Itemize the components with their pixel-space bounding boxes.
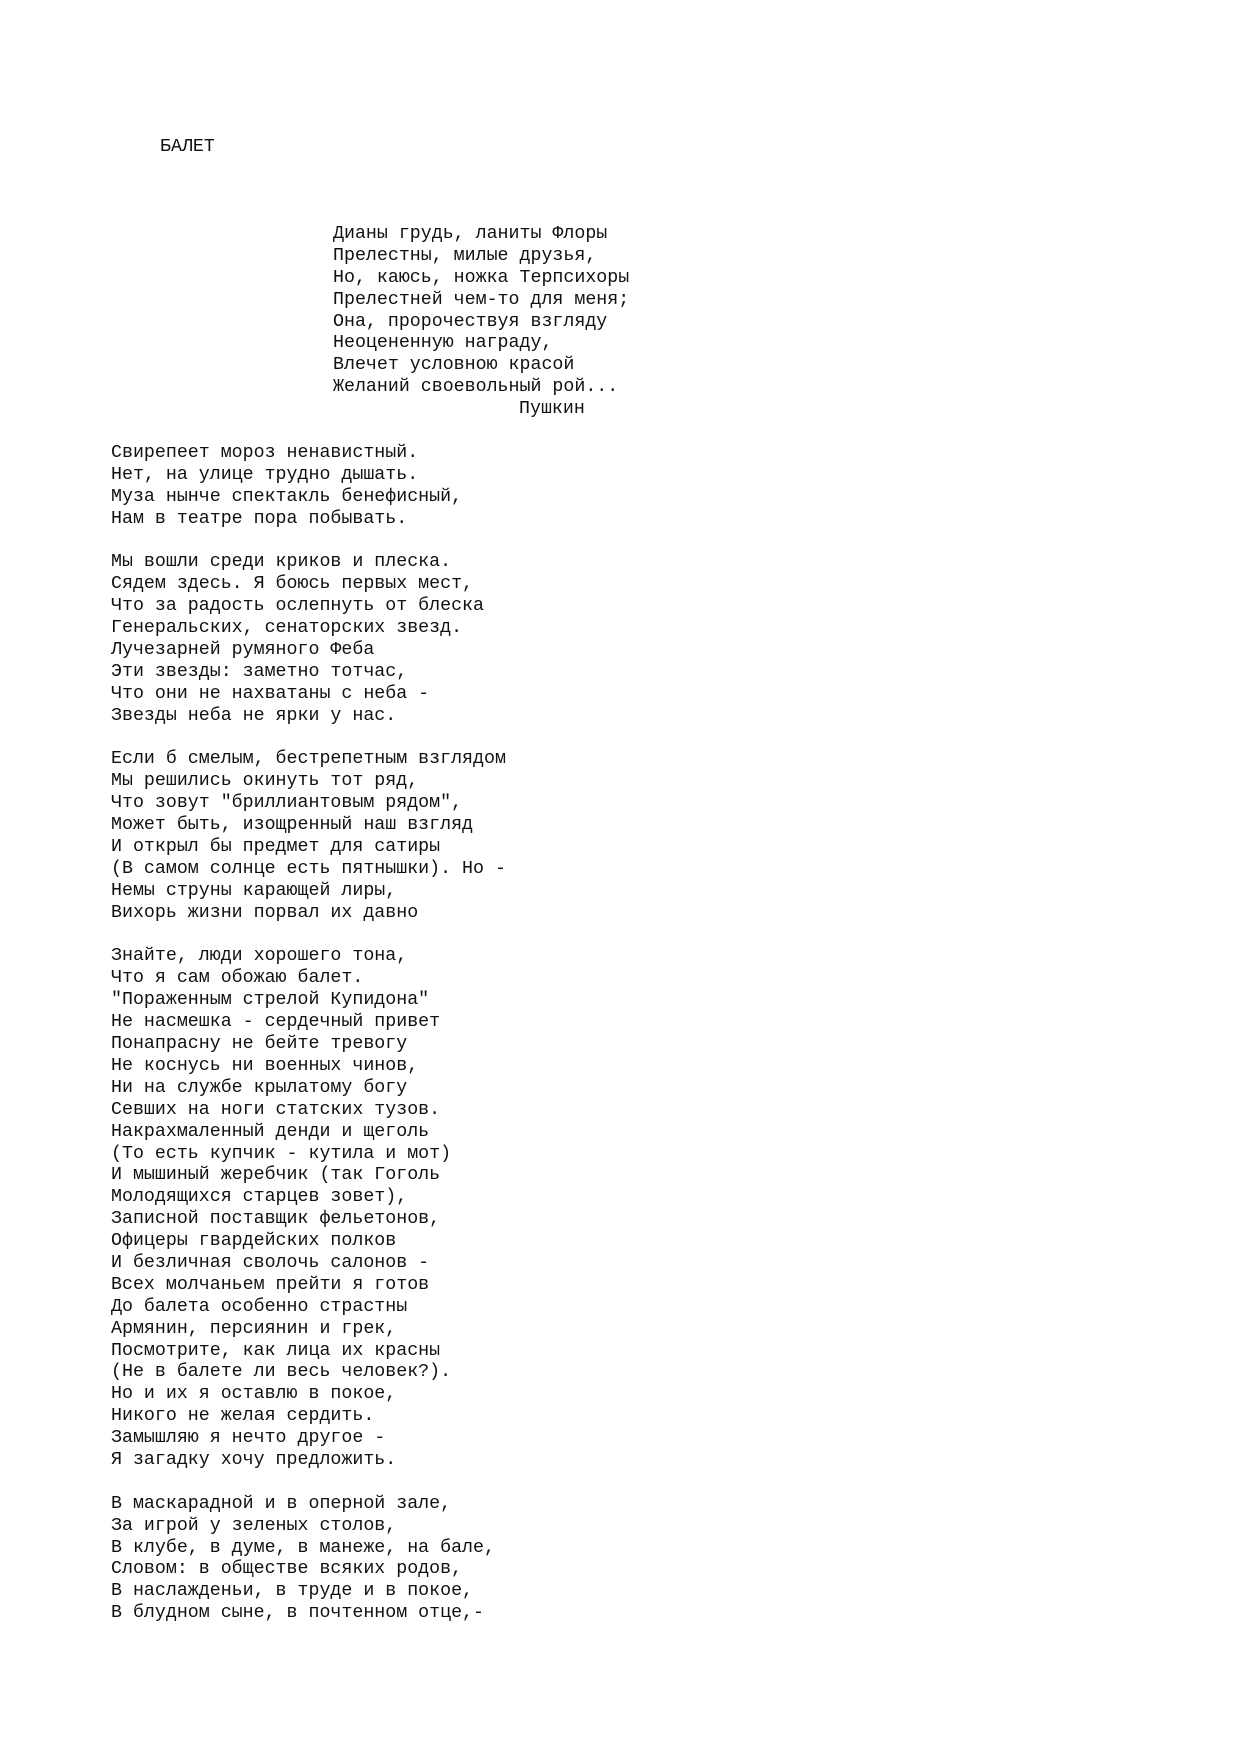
poem-line: Знайте, люди хорошего тона,: [111, 946, 408, 967]
poem-line: Сядем здесь. Я боюсь первых мест,: [111, 574, 474, 595]
poem-line: В наслажденьи, в труде и в покое,: [111, 1581, 474, 1602]
stanza: [111, 443, 811, 531]
poem-line: В маскарадной и в оперной зале,: [111, 1493, 452, 1514]
poem-line: Офицеры гвардейских полков: [111, 1231, 397, 1252]
poem-line: До балета особенно страстны: [111, 1296, 408, 1317]
poem-line: И мышиный жеребчик (так Гоголь: [111, 1165, 441, 1186]
epigraph-line: Дианы грудь, ланиты Флоры: [333, 224, 608, 244]
poem-line: Не насмешка - сердечный привет: [111, 1012, 441, 1033]
poem-body: [111, 443, 811, 1647]
poem-line: Вихорь жизни порвал их давно: [111, 902, 419, 923]
epigraph-line: Влечет условною красой: [333, 355, 575, 376]
epigraph-line: Но, каюсь, ножка Терпсихоры: [333, 267, 630, 288]
poem-line: Всех молчаньем прейти я готов: [111, 1274, 430, 1295]
poem-line: "Пораженным стрелой Купидона": [111, 990, 430, 1011]
poem-line: (В самом солнце есть пятнышки). Но -: [111, 858, 506, 879]
epigraph-line: Желаний своевольный рой...: [333, 377, 619, 398]
poem-line: Но и их я оставлю в покое,: [111, 1384, 397, 1405]
poem-line: Ни на службе крылатому богу: [111, 1077, 408, 1098]
poem-line: Что я сам обожаю балет.: [111, 968, 364, 989]
poem-line: Мы вошли среди криков и плеска.: [111, 552, 452, 573]
poem-line: Накрахмаленный денди и щеголь: [111, 1121, 430, 1142]
poem-line: Эти звезды: заметно тотчас,: [111, 661, 408, 682]
poem-line: В блудном сыне, в почтенном отце,-: [111, 1603, 484, 1624]
poem-line: Генеральских, сенаторских звезд.: [111, 618, 463, 639]
poem-line: Лучезарней румяного Феба: [111, 640, 375, 661]
poem-line: Мы решились окинуть тот ряд,: [111, 771, 419, 792]
poem-line: Немы струны карающей лиры,: [111, 880, 397, 901]
epigraph-line: Прелестны, милые друзья,: [333, 245, 597, 266]
poem-line: Словом: в обществе всяких родов,: [111, 1559, 463, 1580]
stanza: [111, 552, 811, 727]
poem-line: За игрой у зеленых столов,: [111, 1515, 397, 1536]
poem-line: Муза нынче спектакль бенефисный,: [111, 486, 463, 507]
poem-line: В клубе, в думе, в манеже, на бале,: [111, 1537, 495, 1558]
poem-line: Записной поставщик фельетонов,: [111, 1209, 441, 1230]
poem-line: Я загадку хочу предложить.: [111, 1449, 397, 1470]
poem-line: И безличная сволочь салонов -: [111, 1252, 430, 1273]
poem-line: Нам в театре пора побывать.: [111, 508, 408, 529]
poem-line: Нет, на улице трудно дышать.: [111, 464, 419, 485]
poem-line: Понапрасну не бейте тревогу: [111, 1034, 408, 1055]
poem-title: БАЛЕТ: [160, 137, 215, 157]
epigraph-line: Неоцененную награду,: [333, 333, 553, 354]
poem-line: Замышляю я нечто другое -: [111, 1428, 386, 1449]
poem-line: (Не в балете ли весь человек?).: [111, 1362, 452, 1383]
poem-line: Никого не желая сердить.: [111, 1406, 375, 1427]
poem-line: Свирепеет мороз ненавистный.: [111, 443, 419, 463]
poem-line: Что они не нахватаны с неба -: [111, 683, 430, 704]
poem-line: Посмотрите, как лица их красны: [111, 1340, 441, 1361]
epigraph-line: Она, пророчествуя взгляду: [333, 311, 608, 332]
poem-line: (То есть купчик - кутила и мот): [111, 1143, 452, 1164]
poem-line: Что зовут "бриллиантовым рядом",: [111, 793, 463, 814]
poem-line: Может быть, изощренный наш взгляд: [111, 815, 474, 836]
poem-line: Что за радость ослепнуть от блеска: [111, 596, 484, 617]
epigraph-author: Пушкин: [519, 399, 585, 420]
epigraph: [333, 224, 753, 421]
poem-line: Молодящихся старцев зовет),: [111, 1187, 408, 1208]
poem-line: Если б смелым, бестрепетным взглядом: [111, 749, 506, 770]
poem-line: Севших на ноги статских тузов.: [111, 1099, 441, 1120]
stanza: [111, 946, 811, 1471]
poem-line: И открыл бы предмет для сатиры: [111, 837, 441, 858]
stanza: [111, 749, 811, 924]
stanza: [111, 1494, 811, 1625]
poem-line: Звезды неба не ярки у нас.: [111, 705, 397, 726]
poem-line: Не коснусь ни военных чинов,: [111, 1055, 419, 1076]
epigraph-line: Прелестней чем-то для меня;: [333, 289, 630, 310]
poem-line: Армянин, персиянин и грек,: [111, 1318, 397, 1339]
